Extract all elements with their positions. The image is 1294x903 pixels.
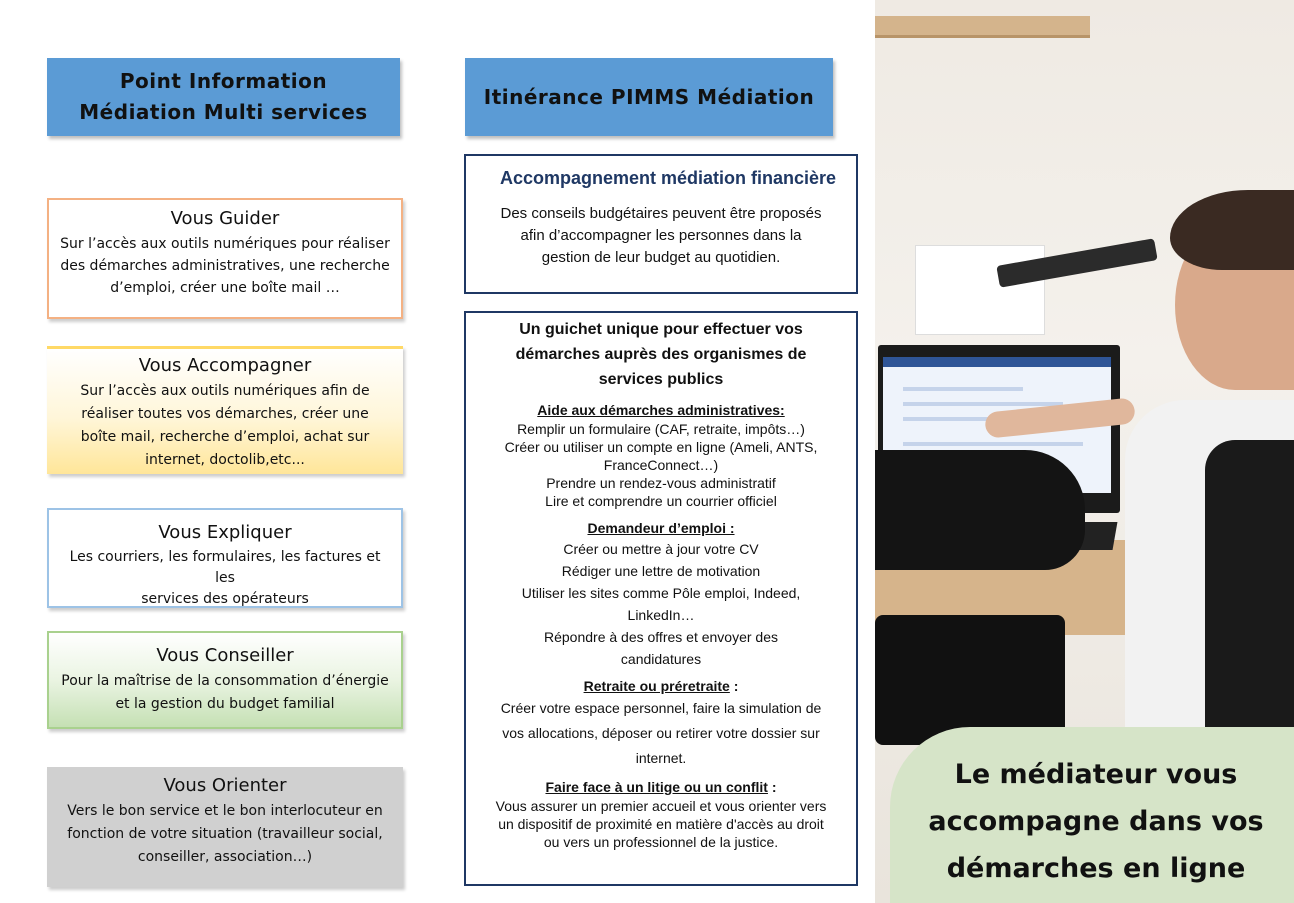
section-line: Lire et comprendre un courrier officiel: [545, 493, 777, 509]
card-line: gestion de leur budget au quotidien.: [541, 249, 781, 266]
slogan-line: démarches en ligne: [946, 852, 1246, 884]
section-line: Prendre un rendez-vous administratif: [546, 475, 776, 491]
card-line: boîte mail, recherche d’emploi, achat sur: [80, 429, 370, 445]
card-title: Vous Guider: [170, 208, 280, 229]
card-title: Vous Accompagner: [138, 355, 312, 376]
section-line: internet.: [635, 750, 687, 766]
section-heading: Retraite ou préretraite: [583, 678, 730, 694]
card-line: afin d’accompagner les personnes dans la: [520, 227, 802, 244]
title-line: services publics: [598, 371, 724, 388]
section-heading: Faire face à un litige ou un conflit: [545, 779, 768, 795]
chair: [875, 615, 1065, 745]
banner-pimms-services: [47, 58, 400, 136]
section-heading: Aide aux démarches administratives:: [537, 402, 785, 418]
shelf: [875, 16, 1090, 38]
title-line: démarches auprès des organismes de: [515, 346, 807, 363]
card-vous-orienter: [47, 767, 403, 887]
section-line: Créer votre espace personnel, faire la simulation de: [500, 700, 822, 716]
card-vous-guider: [47, 198, 403, 319]
user-arm: [875, 450, 1085, 570]
card-line: Pour la maîtrise de la consommation d’énergie: [61, 673, 389, 689]
section-emploi: [466, 518, 856, 670]
section-line: Répondre à des offres et envoyer des: [543, 629, 778, 645]
screen-row: [903, 402, 1063, 406]
screen-row: [903, 442, 1083, 446]
card-title: [466, 317, 856, 392]
card-line: des démarches administratives, une recherche: [60, 258, 390, 274]
banner-itinerance-text: Itinérance PIMMS Médiation: [483, 85, 815, 109]
banner-itinerance: [465, 58, 833, 136]
slogan-bubble: [890, 727, 1294, 903]
banner-line-1: Point Information: [119, 69, 328, 93]
section-heading-wrap: [466, 777, 856, 797]
section-line: un dispositif de proximité en matière d'accès au droit: [498, 816, 824, 832]
card-title: Accompagnement médiation financière: [499, 168, 837, 188]
section-line: Utiliser les sites comme Pôle emploi, Indeed,: [521, 585, 801, 601]
section-heading-suffix: :: [729, 678, 739, 694]
screen-header-bar: [883, 357, 1111, 367]
card-line: Les courriers, les formulaires, les factures et les: [69, 549, 381, 586]
card-vous-conseiller: [47, 631, 403, 729]
section-line: ou vers un professionnel de la justice.: [543, 834, 779, 850]
card-title: Vous Expliquer: [158, 522, 292, 543]
section-line: Créer ou mettre à jour votre CV: [563, 541, 759, 557]
card-guichet-unique: [464, 311, 858, 886]
section-line: Créer ou utiliser un compte en ligne (Ameli, ANTS,: [504, 439, 818, 455]
card-title: Vous Orienter: [163, 775, 287, 796]
card-line: d’emploi, créer une boîte mail …: [110, 280, 340, 296]
mediator-jacket: [1205, 440, 1294, 730]
card-line: services des opérateurs: [141, 591, 309, 607]
card-text: [47, 380, 403, 472]
section-line: Remplir un formulaire (CAF, retraite, impôts…): [517, 421, 805, 437]
card-line: Des conseils budgétaires peuvent être proposés: [500, 205, 822, 222]
section-line: Vous assurer un premier accueil et vous orienter vers: [495, 798, 827, 814]
card-line: fonction de votre situation (travailleur social,: [67, 826, 383, 842]
wall-paper: [915, 245, 1045, 335]
section-admin: [466, 400, 856, 510]
card-line: Sur l’accès aux outils numériques afin de: [80, 383, 370, 399]
section-line: candidatures: [620, 651, 702, 667]
slogan-line: Le médiateur vous: [954, 758, 1238, 790]
card-text: [49, 670, 401, 716]
banner-line-2: Médiation Multi services: [79, 100, 368, 124]
section-retraite: [466, 676, 856, 771]
section-line: Rédiger une lettre de motivation: [561, 563, 761, 579]
section-line: LinkedIn…: [627, 607, 695, 623]
card-vous-expliquer: [47, 508, 403, 608]
mediator-hair: [1170, 190, 1294, 270]
slogan-line: accompagne dans vos: [928, 805, 1264, 837]
card-line: conseiller, association…): [137, 849, 313, 865]
section-heading: Demandeur d’emploi :: [587, 520, 735, 536]
card-line: réaliser toutes vos démarches, créer une: [81, 406, 369, 422]
section-heading-suffix: :: [767, 779, 777, 795]
title-line: Un guichet unique pour effectuer vos: [519, 321, 803, 338]
screen-row: [903, 387, 1023, 391]
card-line: et la gestion du budget familial: [115, 696, 335, 712]
section-litige: [466, 777, 856, 851]
card-text: [47, 800, 403, 869]
card-text: [49, 547, 401, 610]
card-line: Vers le bon service et le bon interlocuteur en: [67, 803, 383, 819]
card-line: internet, doctolib,etc...: [145, 452, 305, 468]
card-vous-accompagner: [47, 346, 403, 474]
section-heading-wrap: [466, 676, 856, 696]
card-text: [466, 203, 856, 269]
section-line: vos allocations, déposer ou retirer votre dossier sur: [502, 725, 820, 741]
card-line: Sur l’accès aux outils numériques pour réaliser: [60, 236, 390, 252]
card-mediation-financiere: [464, 154, 858, 294]
card-text: [49, 233, 401, 299]
section-line: FranceConnect…): [603, 457, 719, 473]
card-title: Vous Conseiller: [156, 645, 294, 666]
